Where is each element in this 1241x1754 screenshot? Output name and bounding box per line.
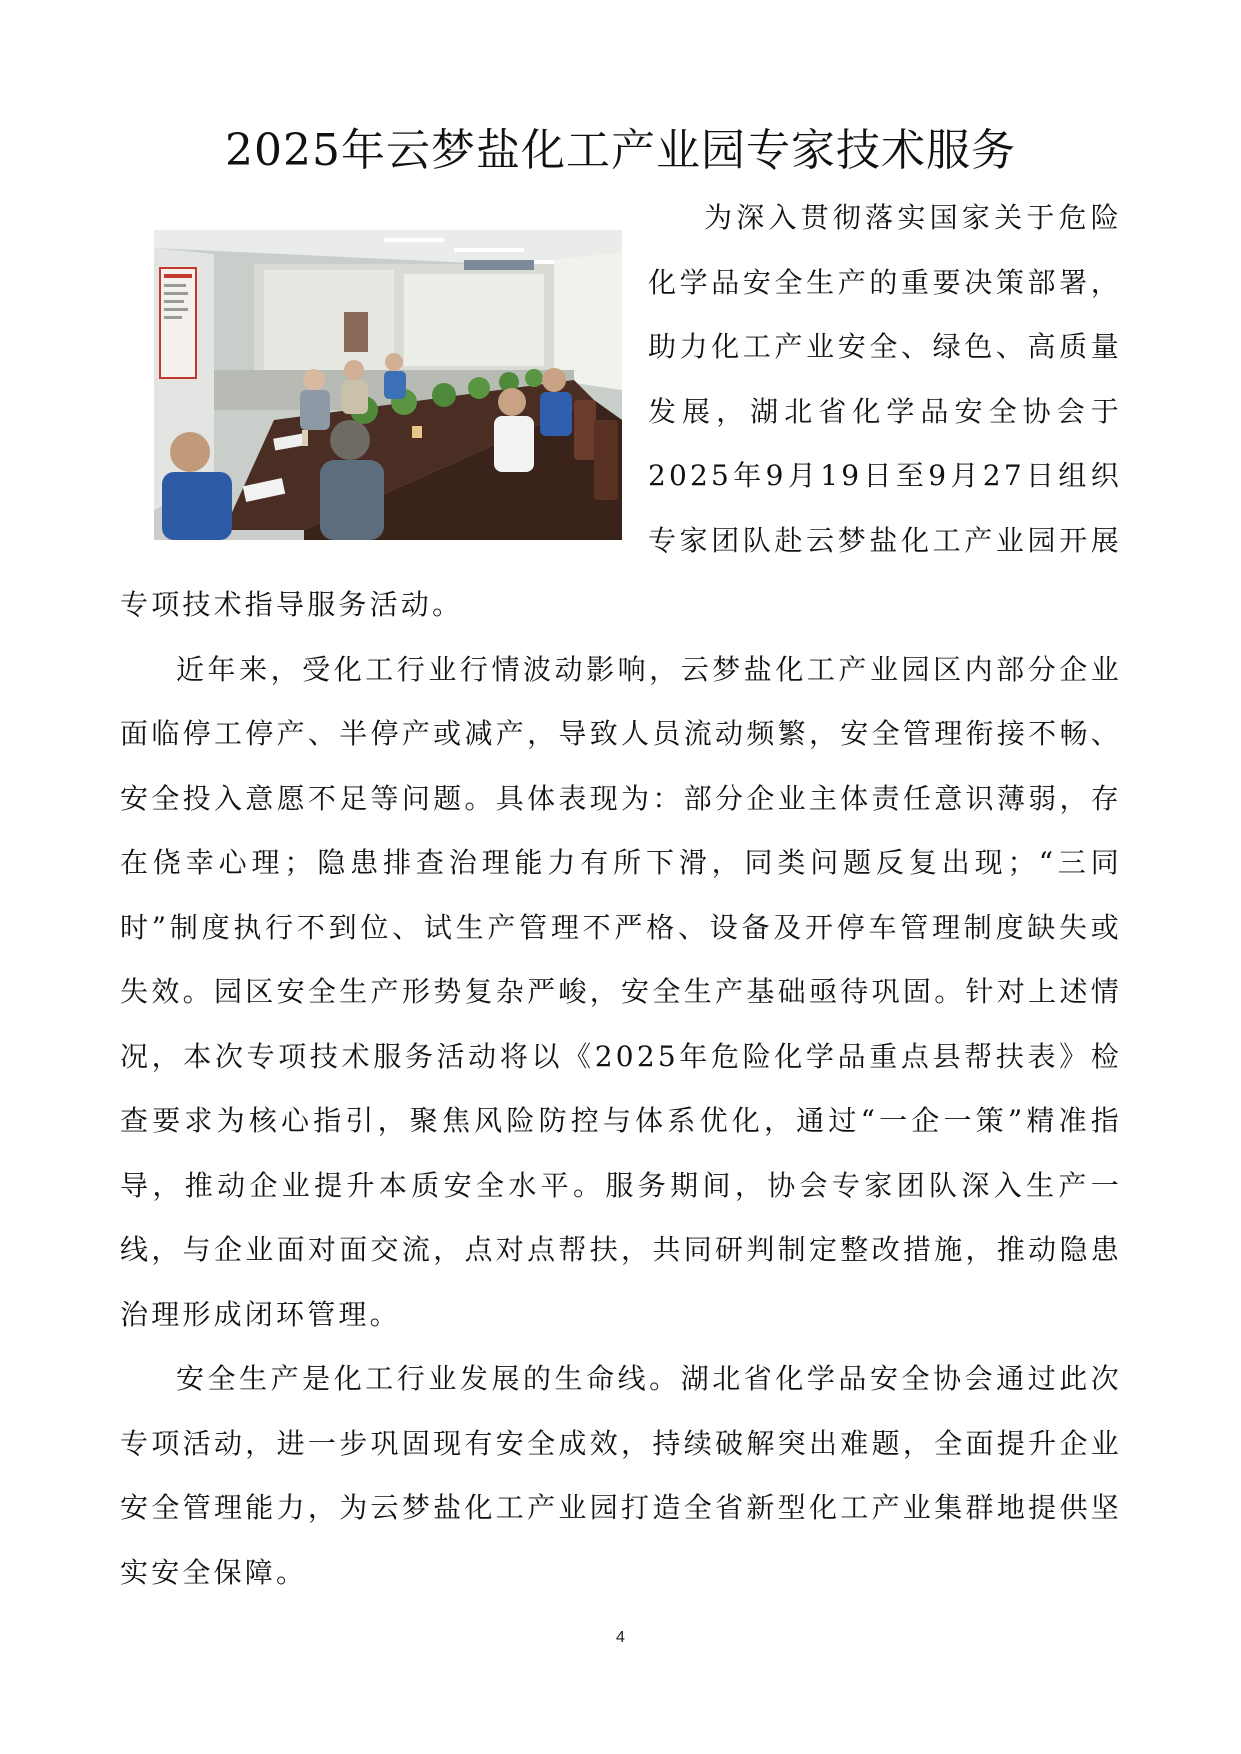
document-body bbox=[120, 186, 1122, 1605]
paragraph-3: 安全生产是化工行业发展的生命线。湖北省化学品安全协会通过此次专项活动，进一步巩固现有安全成效，持续破解突出难题，全面提升企业安全管理能力，为云梦盐化工产业园打造全省新型化工产业集群地提供坚实安全保障。 bbox=[120, 1362, 1122, 1589]
paragraph-2: 近年来，受化工行业行情波动影响，云梦盐化工产业园区内部分企业面临停工停产、半停产或减产，导致人员流动频繁，安全管理衔接不畅、安全投入意愿不足等问题。具体表现为：部分企业主体责任意识薄弱，存在侥幸心理；隐患排查治理能力有所下滑，同类问题反复出现；“三同时”制度执行不到位、试生产管理不严格、设备及开停车管理制度缺失或失效。园区安全生产形势复杂严峻，安全生产基础亟待巩固。针对上述情况，本次专项技术服务活动将以《2025年危险化学品重点县帮扶表》检查要求为核心指引，聚焦风险防控与体系优化，通过“一企一策”精准指导，推动企业提升本质安全水平。服务期间，协会专家团队深入生产一线，与企业面对面交流，点对点帮扶，共同研判制定整改措施，推动隐患治理形成闭环管理。 bbox=[120, 652, 1122, 1331]
document-title: 2025年云梦盐化工产业园专家技术服务 bbox=[225, 125, 1016, 176]
meeting-photo bbox=[154, 230, 622, 540]
paragraph-1: 为深入贯彻落实国家关于危险化学品安全生产的重要决策部署，助力化工产业安全、绿色、高质量发展，湖北省化学品安全协会于2025年9月19日至9月27日组织专家团队赴云梦盐化工产业园开展专项技术指导服务活动。 bbox=[120, 201, 1122, 621]
page-number: 4 bbox=[616, 1629, 625, 1646]
